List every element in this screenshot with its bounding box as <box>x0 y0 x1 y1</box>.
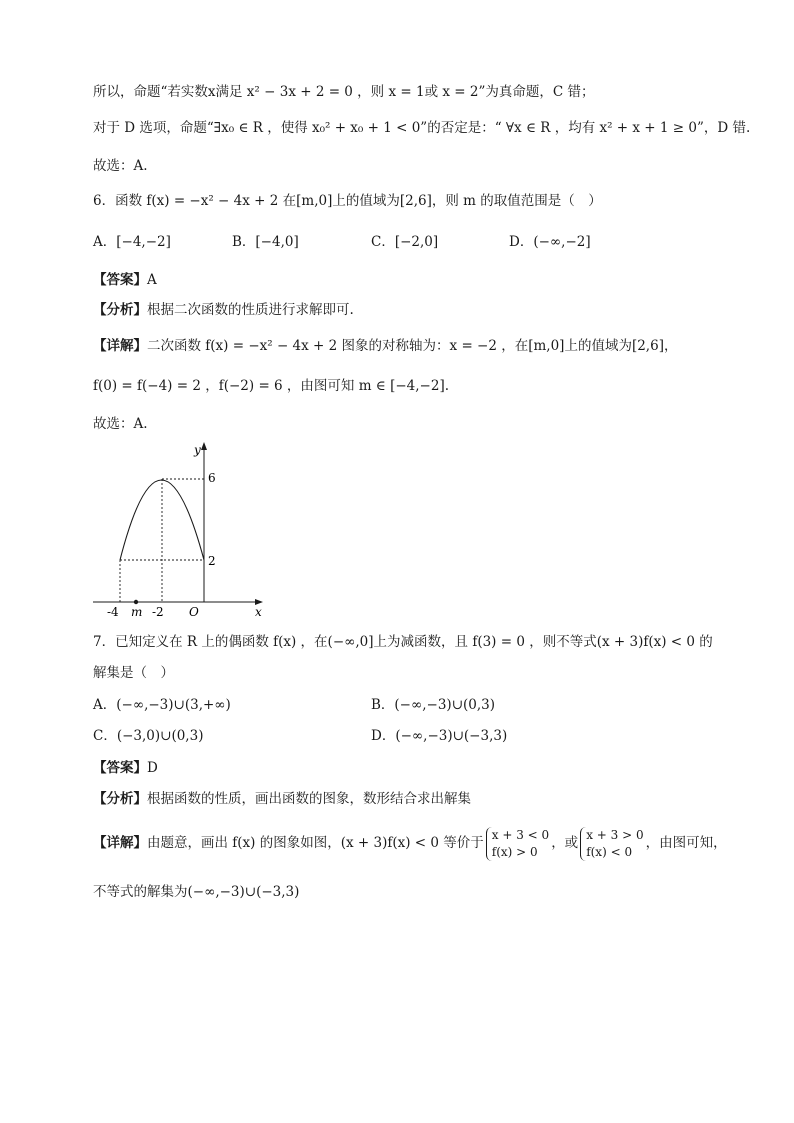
label-6: 6 <box>208 471 216 485</box>
analysis-tag: 【分析】 <box>93 791 147 807</box>
case-2a: x + 3 > 0 <box>586 827 644 842</box>
q6-detail-2: f(0) = f(−4) = 2 ，f(−2) = 6 ，由图可知 m ∈ [−4,−2]. <box>93 378 450 394</box>
q6-option-a: A．[−4,−2] <box>93 234 171 250</box>
case-2b: f(x) < 0 <box>586 844 633 859</box>
q6-detail-1 <box>93 336 677 356</box>
q7-answer <box>93 758 158 778</box>
q6-option-c: C．[−2,0] <box>371 234 439 250</box>
q7-option-d: D．(−∞,−3)∪(−3,3) <box>371 728 508 744</box>
answer-value: D <box>147 760 158 776</box>
parabola-graph <box>93 438 283 622</box>
answer-tag: 【答案】 <box>93 760 147 776</box>
q6-analysis <box>93 300 354 320</box>
detail-tag: 【详解】 <box>93 835 147 851</box>
y-axis-arrow <box>201 442 207 450</box>
q7-option-c: C．(−3,0)∪(0,3) <box>93 728 204 744</box>
line-option-d: 对于 D 选项，命题“∃x₀ ∈ R ，使得 x₀² + x₀ + 1 < 0”的否定是：“ ∀x ∈ R ，均有 x² + x + 1 ≥ 0”，D 错. <box>93 120 751 136</box>
q6-stem: 6．函数 f(x) = −x² − 4x + 2 在[m,0]上的值域为[2,6]，则 m 的取值范围是（ ） <box>93 193 602 209</box>
analysis-text: 根据函数的性质，画出函数的图象，数形结合求出解集 <box>147 791 471 807</box>
q6-choose: 故选：A. <box>93 416 148 432</box>
line-choose-a: 故选：A. <box>93 158 148 174</box>
line-proposition-c: 所以，命题“若实数x满足 x² − 3x + 2 = 0 ，则 x = 1或 x = 2”为真命题，C 错； <box>93 84 595 100</box>
detail-text-b: ，或 <box>551 835 579 851</box>
point-m <box>134 600 138 604</box>
q7-stem-2: 解集是（ ） <box>93 665 174 681</box>
case-1b: f(x) > 0 <box>491 844 538 859</box>
label-origin: O <box>189 605 199 619</box>
label-x: x <box>255 605 262 619</box>
q7-detail <box>93 825 727 861</box>
q6-option-d: D．(−∞,−2] <box>509 234 591 250</box>
detail-tag: 【详解】 <box>93 338 147 354</box>
q6-answer <box>93 270 157 290</box>
label-minus2: -2 <box>152 605 164 619</box>
case-1a: x + 3 < 0 <box>491 827 550 842</box>
detail-text: 二次函数 f(x) = −x² − 4x + 2 图象的对称轴为：x = −2 ，在[m,0]上的值域为[2,6]， <box>147 338 678 354</box>
label-minus4: -4 <box>107 605 119 619</box>
label-2: 2 <box>208 554 216 568</box>
q7-conclusion: 不等式的解集为(−∞,−3)∪(−3,3) <box>93 884 300 900</box>
case-system-1 <box>486 827 549 861</box>
case-system-2 <box>580 827 643 861</box>
label-y: y <box>194 443 201 457</box>
label-m: m <box>131 605 143 619</box>
answer-value: A <box>147 272 157 288</box>
q7-option-a: A．(−∞,−3)∪(3,+∞) <box>93 697 231 713</box>
q7-option-b: B．(−∞,−3)∪(0,3) <box>371 697 496 713</box>
q7-analysis <box>93 789 471 809</box>
analysis-text: 根据二次函数的性质进行求解即可. <box>147 302 354 318</box>
q6-option-b: B．[−4,0] <box>232 234 299 250</box>
answer-tag: 【答案】 <box>93 272 147 288</box>
q7-stem-1: 7．已知定义在 R 上的偶函数 f(x) ，在(−∞,0]上为减函数，且 f(3) = 0 ，则不等式(x + 3)f(x) < 0 的 <box>93 634 713 650</box>
detail-text-a: 由题意，画出 f(x) 的图象如图，(x + 3)f(x) < 0 等价于 <box>147 835 484 851</box>
analysis-tag: 【分析】 <box>93 302 147 318</box>
detail-text-c: ，由图可知， <box>645 835 727 851</box>
